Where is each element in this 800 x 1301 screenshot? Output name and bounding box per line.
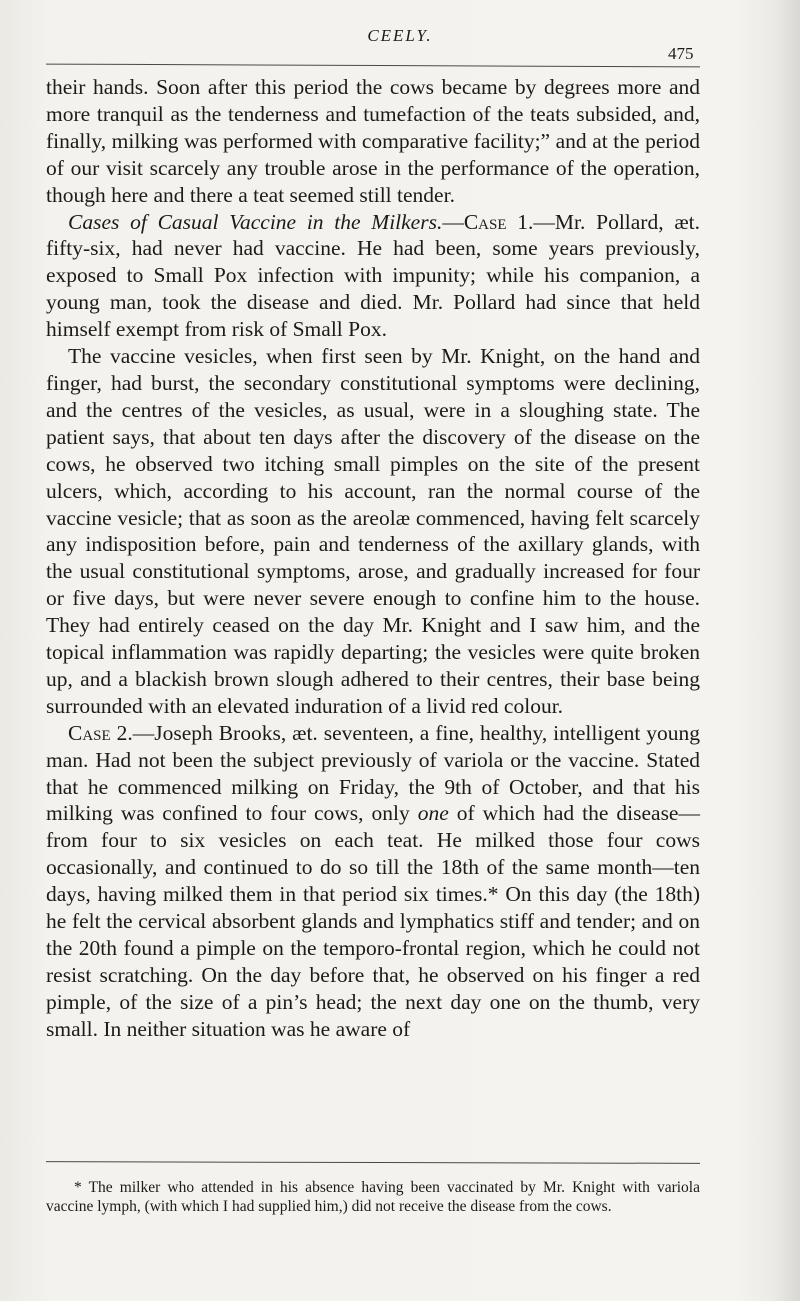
- paragraph-continuation: their hands. Soon after this period the cows became by degrees more and more tranquil as the tenderness and tumefaction of the teats subsided, and, finally, milking was performed with comparative facility;” and at the period of our visit scarcely any trouble arose in the performance of the operation, though here and there a teat seemed still tender.: [46, 75, 700, 207]
- em-dash: —: [442, 209, 464, 234]
- case-label: Case: [463, 209, 507, 234]
- paragraph-text: of which had the disease—from four to six vesicles on each teat. He milked those four cows occasionally, and continued to do so till the 18th of the same month—ten days, having milked them in that period six times.* On this day (the 18th) he felt the cervical absorbent glands and lymphatics stiff and tender; and on the 20th found a pimple on the temporo-frontal region, which he could not resist scratching. On the day before that, he observed on his finger a red pimple, of the size of a pin’s head; the next day one on the thumb, very small. In neither situation was he aware of: [46, 801, 700, 1041]
- case-number: 1.: [506, 209, 534, 234]
- paragraph-case-1: [46, 209, 700, 344]
- case-label: Case: [68, 720, 111, 745]
- paragraph-text: —Joseph Brooks, æt. seventeen, a fine, healthy, intelligent young man. Had not been the subject previously of variola or the vaccine. Stated that he commenced milking on Friday, the 9th of October, and that his milking was confined to four cows, only: [46, 720, 701, 826]
- body-text: [46, 74, 700, 1043]
- page-number: 475: [668, 44, 694, 63]
- footnote-rule: [46, 1161, 700, 1164]
- footnote: * The milker who attended in his absence having been vaccinated by Mr. Knight with variola vaccine lymph, (with which I had supplied him,) did not receive the disease from the cows.: [46, 1179, 700, 1215]
- page-edge-shadow: [774, 0, 800, 1301]
- emphasis: one: [417, 801, 449, 826]
- running-head: CEELY.: [367, 26, 433, 45]
- paragraph-text: —Mr. Pollard, æt. fifty-six, had never had vaccine. He had been, some years previously, exposed to Small Pox infection with impunity; while his companion, a young man, took the disease and died. Mr. Pollard had since that held himself exempt from risk of Small Pox.: [46, 209, 701, 342]
- section-heading: Cases of Casual Vaccine in the Milkers.: [68, 209, 443, 234]
- header-rule: [46, 64, 700, 68]
- paragraph-case-2: [46, 720, 700, 1043]
- case-number: 2.: [110, 720, 133, 745]
- paragraph-case-1-details: The vaccine vesicles, when first seen by Mr. Knight, on the hand and finger, had burst, the secondary constitutional symptoms were declining, and the centres of the vesicles, as usual, were in a sloughing state. The patient says, that about ten days after the discovery of the disease on the cows, he observed two itching small pimples on the site of the present ulcers, which, according to his account, ran the normal course of the vaccine vesicle; that as soon as the areolæ commenced, having felt scarcely any indisposition before, pain and tenderness of the axillary glands, with the usual constitutional symptoms, arose, and gradually increased for four or five days, but were never severe enough to confine him to the house. They had entirely ceased on the day Mr. Knight and I saw him, and the topical inflammation was rapidly departing; the vesicles were quite broken up, and a blackish brown slough adhered to their centres, their base being surrounded with an elevated induration of a livid red colour.: [46, 344, 700, 718]
